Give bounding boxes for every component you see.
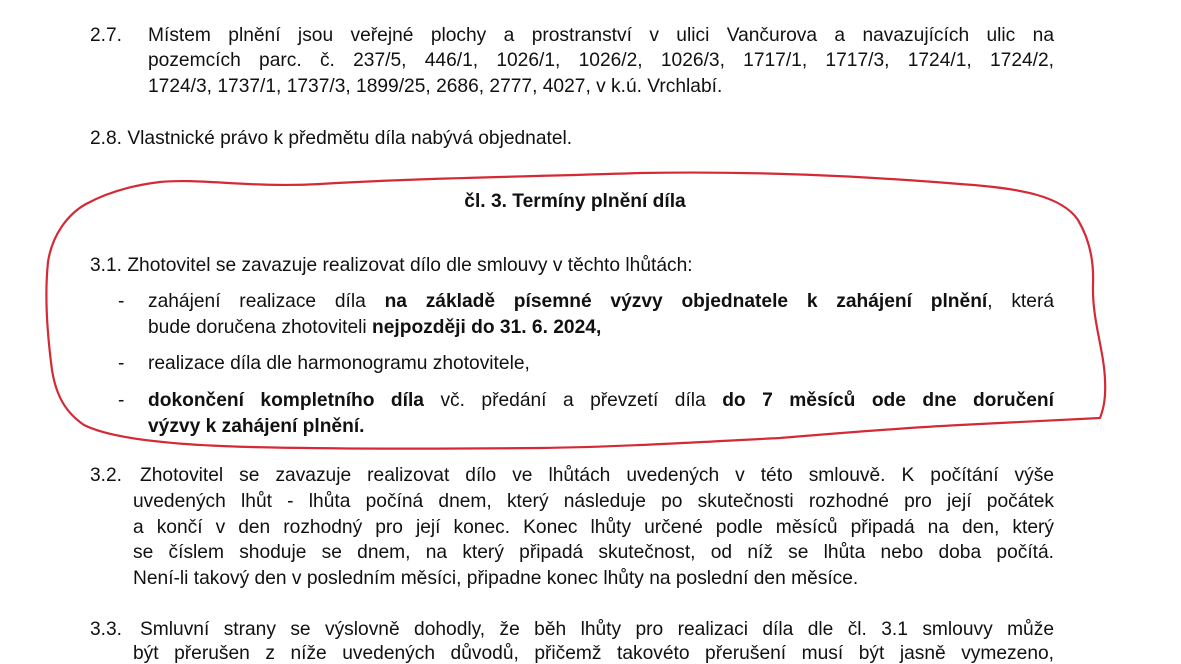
section-3-2-line-5: Není-li takový den v posledním měsíci, připadne konec lhůty na poslední den měsíce.	[133, 568, 859, 589]
section-3-3-line-1: Smluvní strany se výslovně dohodly, že běh lhůty pro realizaci díla dle čl. 3.1 smlouvy může	[140, 619, 1054, 640]
section-3-1: 3.1. Zhotovitel se zavazuje realizovat dílo dle smlouvy v těchto lhůtách:	[90, 255, 693, 276]
bullet-3-text-a: vč. předání a převzetí díla	[423, 390, 723, 411]
red-freehand-outline-stroke	[46, 173, 1105, 449]
section-2-8: 2.8. Vlastnické právo k předmětu díla nabývá objednatel.	[90, 128, 573, 149]
section-2-7-number: 2.7.	[90, 25, 123, 46]
bullet-1-text-a: zahájení realizace díla	[148, 291, 385, 312]
bullet-dash: -	[118, 353, 125, 374]
section-3-2-line-2: uvedených lhůt - lhůta počíná dnem, který následuje po skutečnosti rozhodné pro její počátek	[133, 491, 1054, 512]
section-3-2-line-4: se číslem shoduje se dnem, na který připadá skutečnost, od níž se lhůta nebo doba počítá.	[133, 542, 1054, 563]
bullet-dash: -	[118, 390, 125, 411]
article-3-heading: čl. 3. Termíny plnění díla	[464, 191, 686, 212]
bullet-dash: -	[118, 291, 125, 312]
bullet-1-text-b: , která	[987, 291, 1055, 312]
bullet-1-text-c: bude doručena zhotoviteli	[148, 317, 373, 338]
section-3-2-line-3: a končí v den rozhodný pro její konec. Konec lhůty určené podle měsíců připadá na den, který	[133, 517, 1054, 538]
bullet-3-bold-c: výzvy k zahájení plnění.	[148, 416, 365, 437]
section-2-7-line-1: Místem plnění jsou veřejné plochy a prostranství v ulici Vančurova a navazujících ulic na	[148, 25, 1054, 46]
section-3-2-line-1: Zhotovitel se zavazuje realizovat dílo ve lhůtách uvedených v této smlouvě. K počítání výše	[140, 465, 1054, 486]
section-3-3-number: 3.3.	[90, 619, 123, 640]
section-2-7-line-3: 1724/3, 1737/1, 1737/3, 1899/25, 2686, 2777, 4027, v k.ú. Vrchlabí.	[148, 76, 723, 97]
bullet-1-bold-b: nejpozději do 31. 6. 2024,	[372, 317, 602, 338]
section-2-7-line-2: pozemcích parc. č. 237/5, 446/1, 1026/1, 1026/2, 1026/3, 1717/1, 1717/3, 1724/1, 1724/2,	[148, 50, 1054, 71]
section-3-2-number: 3.2.	[90, 465, 123, 486]
bullet-1-bold-a: na základě písemné výzvy objednatele k zahájení plnění	[384, 291, 988, 312]
bullet-2: realizace díla dle harmonogramu zhotovitele,	[148, 353, 530, 374]
bullet-3-bold-b: do 7 měsíců ode dne doručení	[722, 390, 1054, 411]
bullet-3-bold-a: dokončení kompletního díla	[148, 390, 424, 411]
section-3-3-line-2: být přerušen z níže uvedených důvodů, přičemž takovéto přerušení musí být jasně vymezeno,	[133, 643, 1054, 664]
